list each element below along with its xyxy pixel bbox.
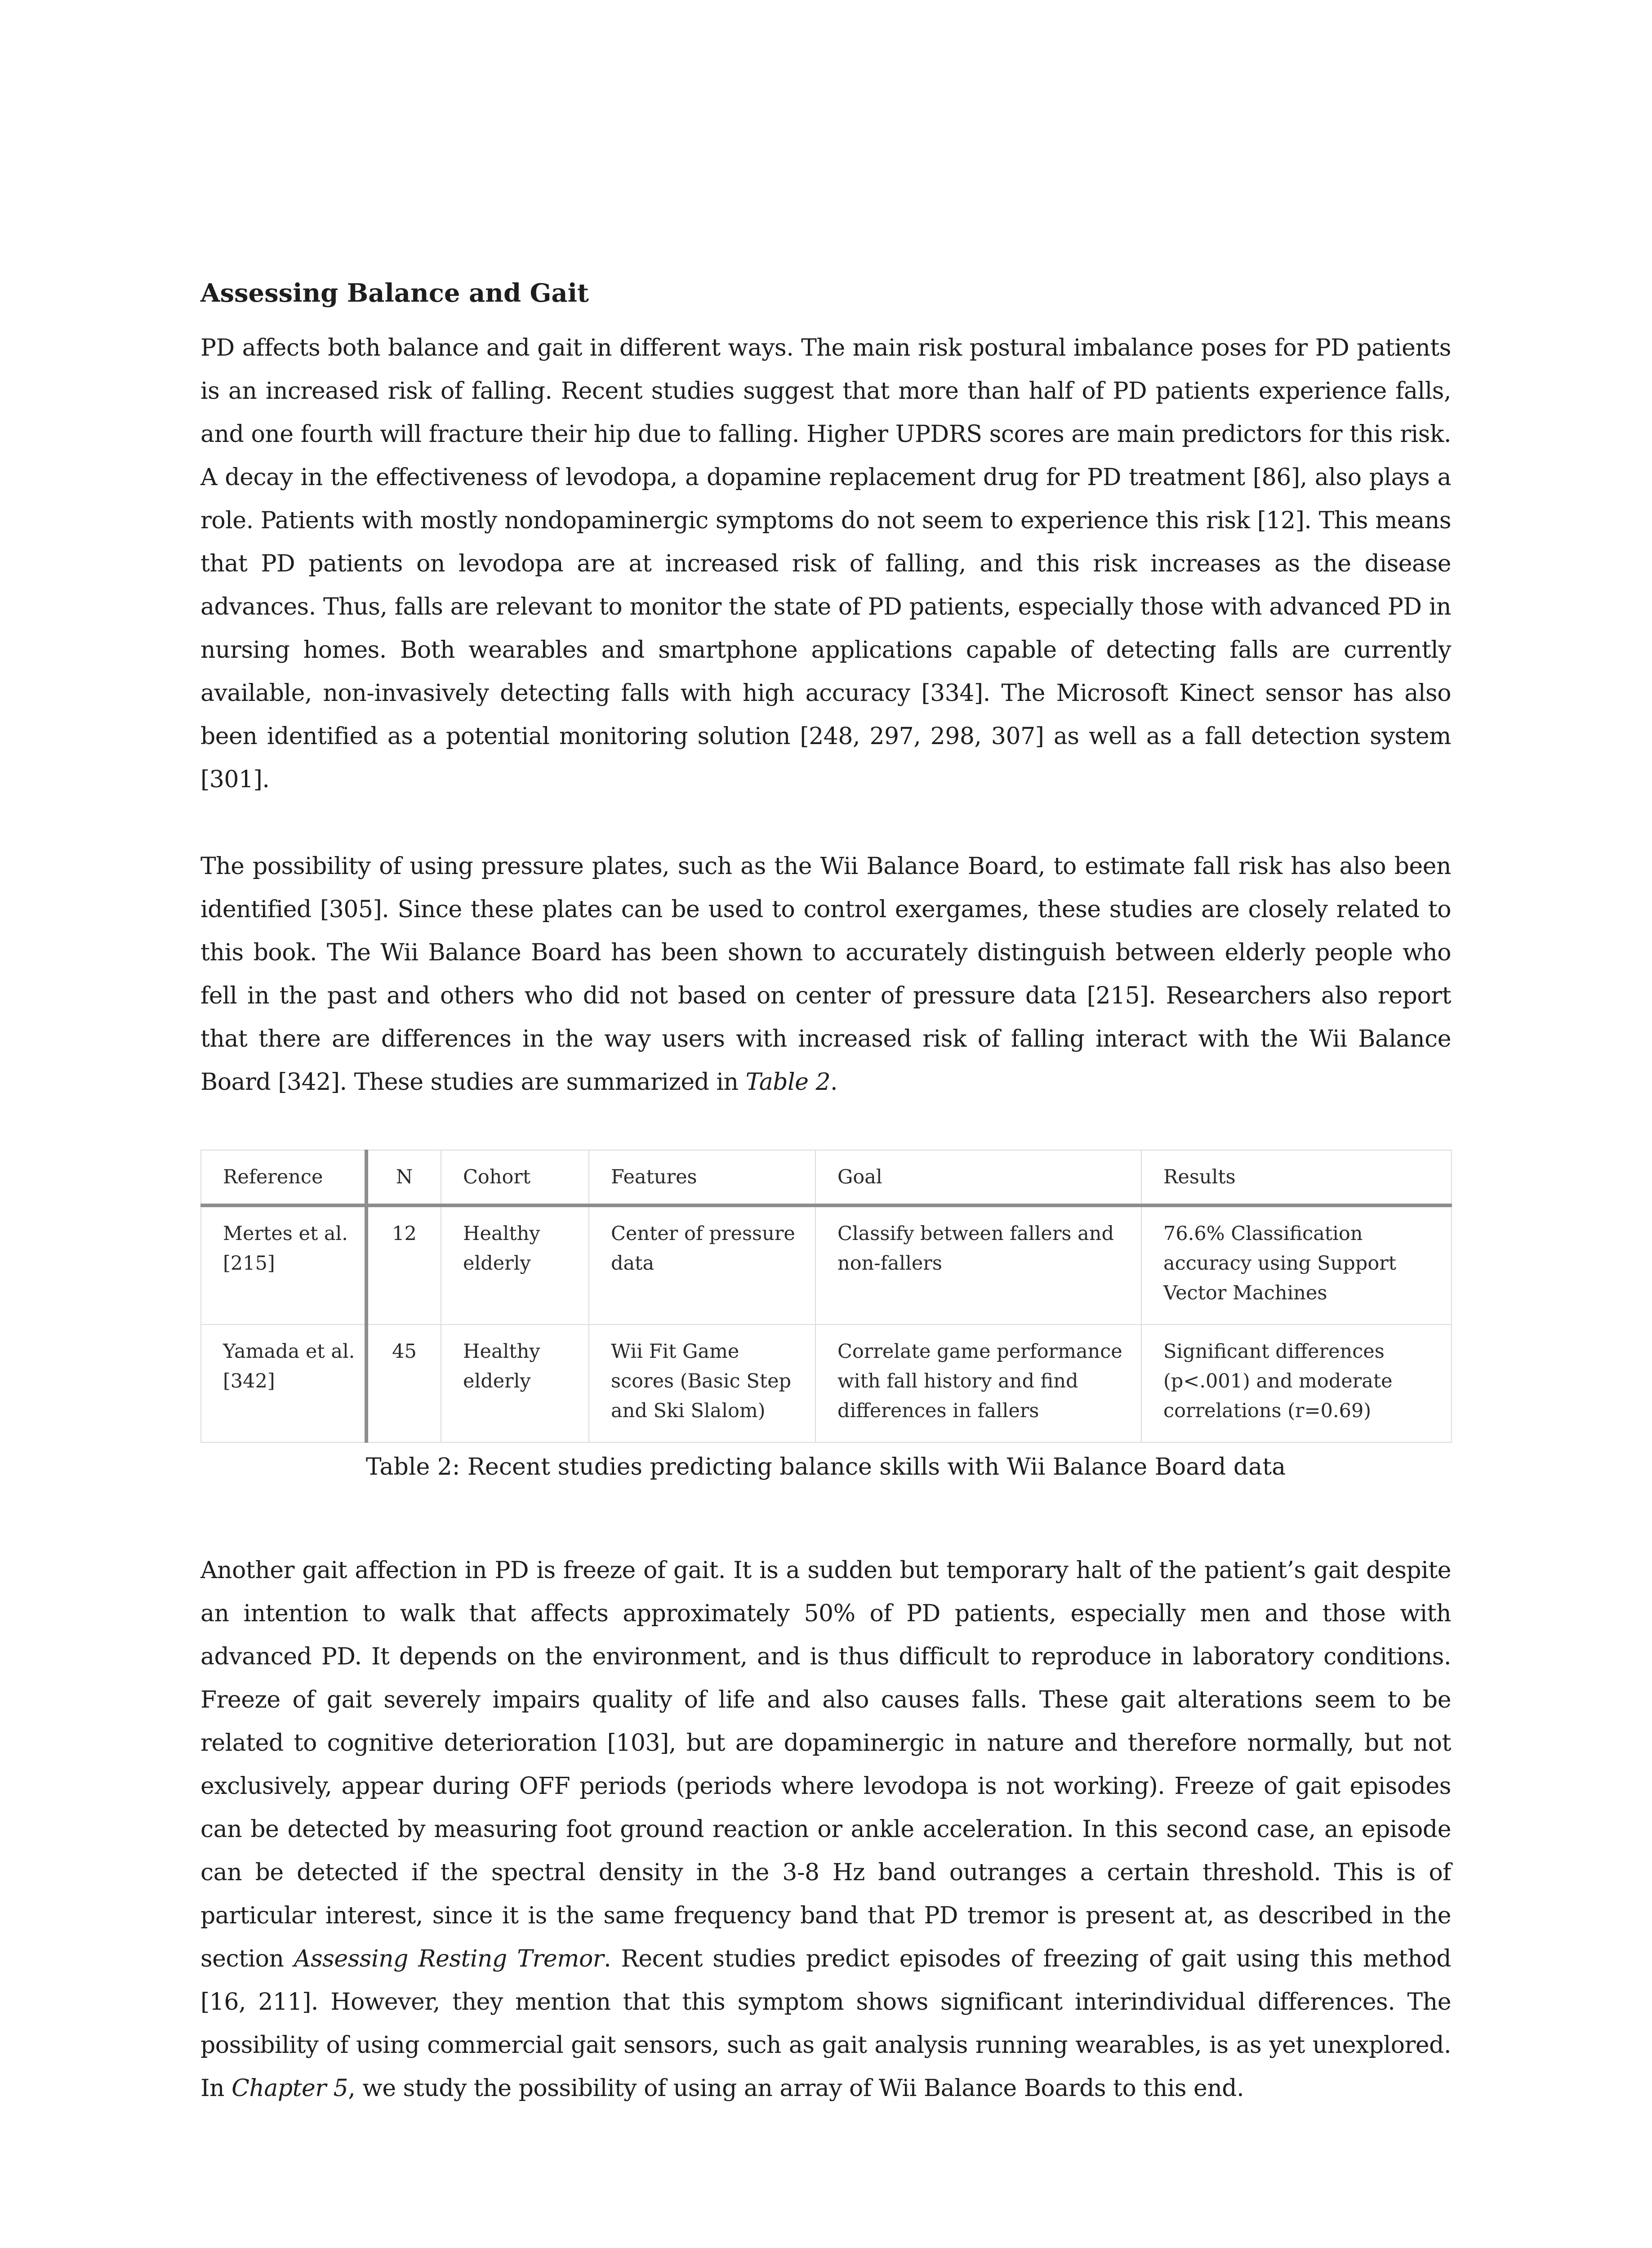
cell-n: 45 bbox=[366, 1325, 441, 1442]
paragraph-text: The possibility of using pressure plates, such as the Wii Balance Board, to estimate fall risk has also been identified [305]. Since these plates can be used to control exergames, these studies are closely related to this book. The Wii Balance Board has been shown to accurately distinguish between elderly people who fell in the past and others who did not based on center of pressure data [215]. Researchers also report that there are differences in the way users with increased risk of falling interact with the Wii Balance Board [342]. These studies are summarized in bbox=[200, 853, 1451, 1096]
cell-goal: Classify between fallers and non-fallers bbox=[815, 1205, 1141, 1325]
paragraph-text: . Recent studies predict episodes of freezing of gait using this method [16, 211]. However, they mention that this symptom shows significant interindividual differences. The possibility of using commercial gait sensors, such as gait analysis running wearables, is as yet unexplored. In bbox=[200, 1945, 1451, 2102]
header-features: Features bbox=[589, 1150, 815, 1205]
header-cohort: Cohort bbox=[441, 1150, 589, 1205]
cell-reference: Mertes et al. [215] bbox=[201, 1205, 366, 1325]
cell-goal: Correlate game performance with fall history and find differences in fallers bbox=[815, 1325, 1141, 1442]
cell-features: Center of pressure data bbox=[589, 1205, 815, 1325]
table-header-row bbox=[201, 1150, 1452, 1205]
cell-cohort: Healthy elderly bbox=[441, 1325, 589, 1442]
section-heading: Assessing Balance and Gait bbox=[200, 278, 589, 308]
paragraph-balance-board bbox=[200, 845, 1451, 1104]
cell-n: 12 bbox=[366, 1205, 441, 1325]
table-row bbox=[201, 1205, 1452, 1325]
section-reference-link: Assessing Resting Tremor bbox=[294, 1945, 604, 1972]
cell-features: Wii Fit Game scores (Basic Step and Ski Slalom) bbox=[589, 1325, 815, 1442]
cell-cohort: Healthy elderly bbox=[441, 1205, 589, 1325]
paragraph-text: Another gait affection in PD is freeze of gait. It is a sudden but temporary halt of the patient’s gait despite an intention to walk that affects approximately 50% of PD patients, especially men and those with advanced PD. It depends on the environment, and is thus difficult to reproduce in laboratory conditions. Freeze of gait severely impairs quality of life and also causes falls. These gait alterations seem to be related to cognitive deterioration [103], but are dopaminergic in nature and therefore normally, but not exclusively, appear during OFF periods (periods where levodopa is not working). Freeze of gait episodes can be detected by measuring foot ground reaction or ankle acceleration. In this second case, an episode can be detected if the spectral density in the 3-8 Hz band outranges a certain threshold. This is of particular interest, since it is the same frequency band that PD tremor is present at, as described in the section bbox=[200, 1557, 1451, 1972]
page-content bbox=[200, 275, 1451, 2110]
studies-table bbox=[200, 1150, 1452, 1443]
paragraph-freeze-of-gait bbox=[200, 1549, 1451, 2110]
studies-table-container bbox=[200, 1150, 1451, 1485]
chapter-reference-link: Chapter 5 bbox=[232, 2075, 348, 2102]
header-n: N bbox=[366, 1150, 441, 1205]
table-reference-link: Table 2 bbox=[745, 1069, 831, 1096]
cell-results: 76.6% Classification accuracy using Support Vector Machines bbox=[1141, 1205, 1452, 1325]
header-reference: Reference bbox=[201, 1150, 366, 1205]
table-row bbox=[201, 1325, 1452, 1442]
header-results: Results bbox=[1141, 1150, 1452, 1205]
cell-results: Significant differences (p<.001) and moderate correlations (r=0.69) bbox=[1141, 1325, 1452, 1442]
paragraph-text: , we study the possibility of using an array of Wii Balance Boards to this end. bbox=[348, 2075, 1244, 2102]
table-caption: Table 2: Recent studies predicting balance skills with Wii Balance Board data bbox=[365, 1454, 1286, 1481]
cell-reference: Yamada et al. [342] bbox=[201, 1325, 366, 1442]
paragraph-text: . bbox=[830, 1069, 838, 1096]
paragraph-falls-risk: PD affects both balance and gait in different ways. The main risk postural imbalance poses for PD patients is an increased risk of falling. Recent studies suggest that more than half of PD patients experience falls, and one fourth will fracture their hip due to falling. Higher UPDRS scores are main predictors for this risk. A decay in the effectiveness of levodopa, a dopamine replacement drug for PD treatment [86], also plays a role. Patients with mostly nondopaminergic symptoms do not seem to experience this risk [12]. This means that PD patients on levodopa are at increased risk of falling, and this risk increases as the disease advances. Thus, falls are relevant to monitor the state of PD patients, especially those with advanced PD in nursing homes. Both wearables and smartphone applications capable of detecting falls are currently available, non-invasively detecting falls with high accuracy [334]. The Microsoft Kinect sensor has also been identified as a potential monitoring solution [248, 297, 298, 307] as well as a fall detection system [301]. bbox=[200, 335, 1451, 793]
header-goal: Goal bbox=[815, 1150, 1141, 1205]
